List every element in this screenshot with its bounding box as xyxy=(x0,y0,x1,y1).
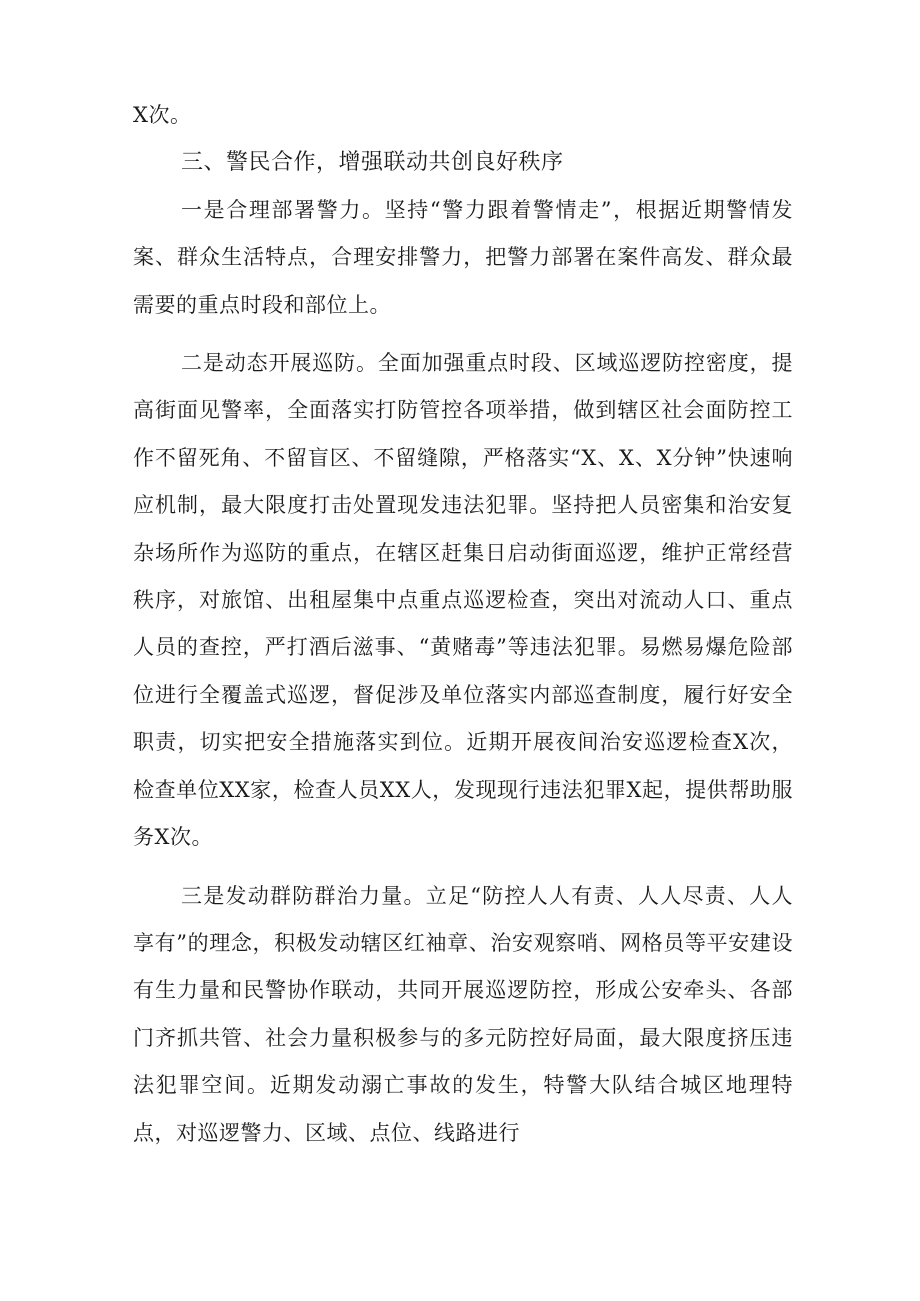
paragraph-mass-prevention: 三是发动群防群治力量。立足“防控人人有责、人人尽责、人人享有”的理念，积极发动辖区红袖章、治安观察哨、网格员等平安建设有生力量和民警协作联动，共同开展巡逻防控，形成公安牵头、各部门齐抓共管、社会力量积极参与的多元防控好局面，最大限度挤压违法犯罪空间。近期发动溺亡事故的发生，特警大队结合城区地理特点，对巡逻警力、区域、点位、线路进行 xyxy=(133,883,793,1145)
paragraph-deploy-police: 一是合理部署警力。坚持“警力跟着警情走”，根据近期警情发案、群众生活特点，合理安排警力，把警力部署在案件高发、群众最需要的重点时段和部位上。 xyxy=(133,197,793,317)
section-heading: 三、警民合作，增强联动共创良好秩序 xyxy=(181,150,564,176)
paragraph-patrol: 二是动态开展巡防。全面加强重点时段、区域巡逻防控密度，提高街面见警率，全面落实打防管控各项举措，做到辖区社会面防控工作不留死角、不留盲区、不留缝隙，严格落实“X、X、X分钟”快速响应机制，最大限度打击处置现发违法犯罪。坚持把人员密集和治安复杂场所作为巡防的重点，在辖区赶集日启动街面巡逻，维护正常经营秩序，对旅馆、出租屋集中点重点巡逻检查，突出对流动人口、重点人员的查控，严打酒后滋事、“黄赌毒”等违法犯罪。易燃易爆危险部位进行全覆盖式巡逻，督促涉及单位落实内部巡查制度，履行好安全职责，切实把安全措施落实到位。近期开展夜间治安巡逻检查X次，检查单位XX家，检查人员XX人，发现现行违法犯罪X起，提供帮助服务X次。 xyxy=(133,351,793,850)
document-body xyxy=(133,92,793,1157)
lead-line: X次。 xyxy=(133,103,192,127)
